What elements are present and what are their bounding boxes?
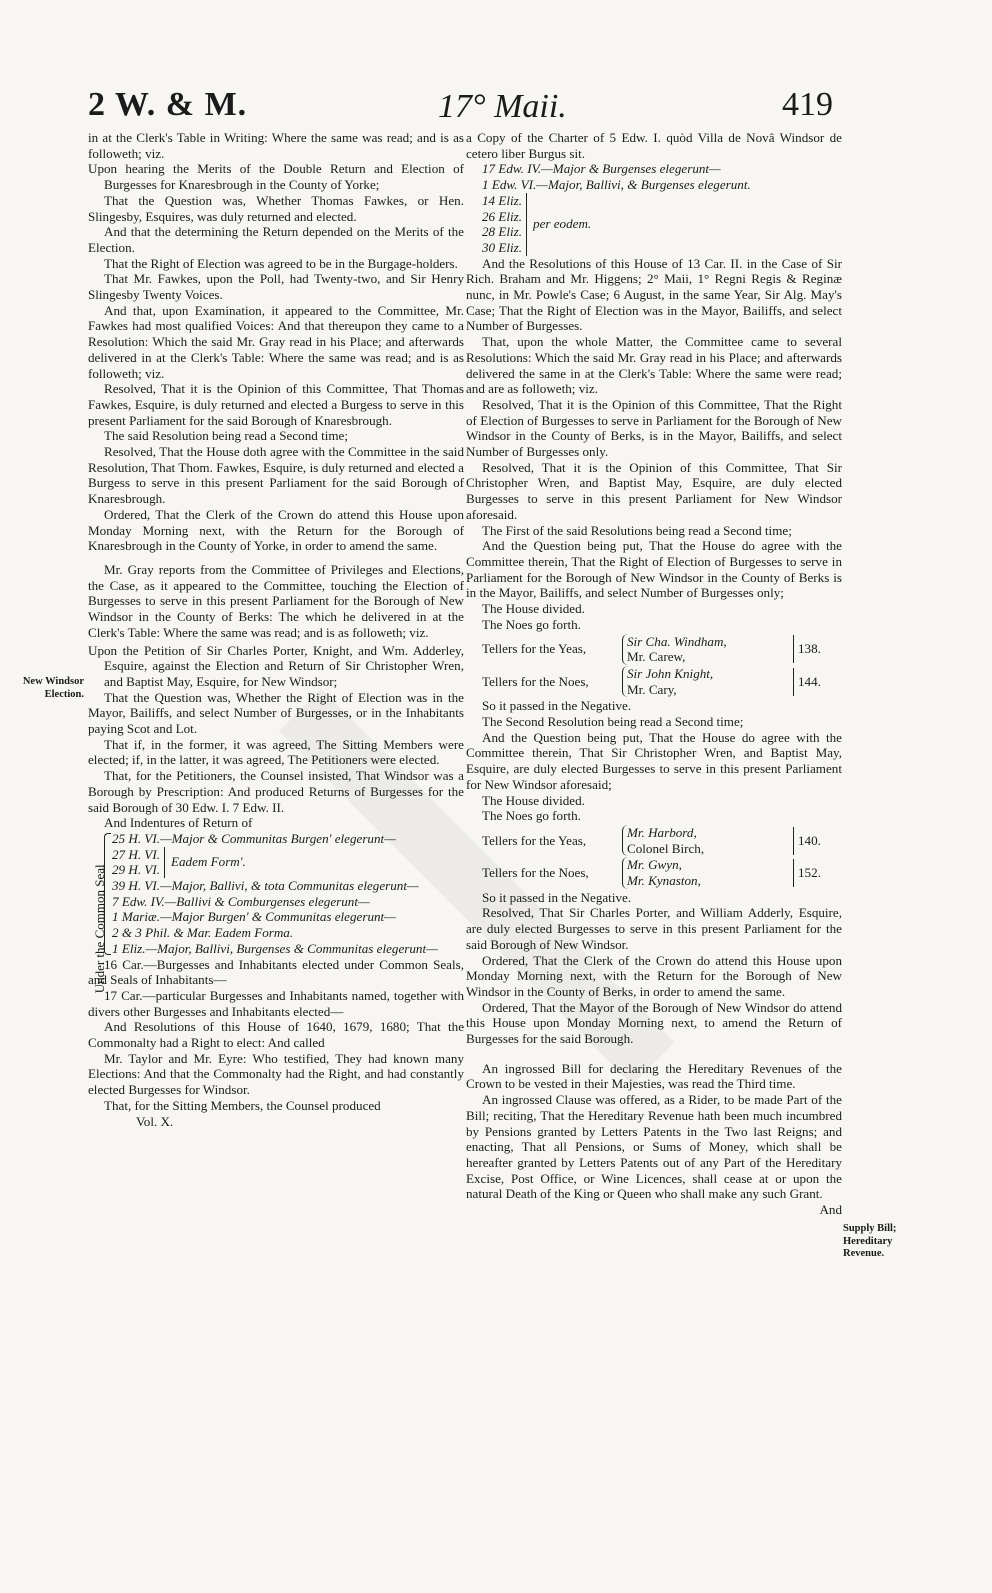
paragraph: in at the Clerk's Table in Writing: Where the same was read; and is as followeth; viz. bbox=[88, 130, 464, 161]
paragraph: Resolved, That it is the Opinion of this Committee, That Sir Christopher Wren, and Baptist May, Esquire, are duly elected Burgesses to serve in this present Parliament for New Windsor aforesaid. bbox=[466, 459, 842, 522]
paragraph: That the Question was, Whether Thomas Fawkes, or Hen. Slingesby, Esquires, was duly returned and elected. bbox=[88, 192, 464, 224]
tellers-yeas bbox=[466, 634, 842, 665]
paragraph: That the Question was, Whether the Right of Election was in the Mayor, Bailiffs, and select Number of Burgesses, or in the Inhabitants paying Scot and Lot. bbox=[88, 689, 464, 737]
teller-name: Mr. Cary, bbox=[627, 681, 677, 697]
teller-name: Mr. Gwyn, bbox=[627, 857, 682, 873]
paragraph: That the Right of Election was agreed to be in the Burgage-holders. bbox=[104, 255, 458, 271]
eliz-year: 28 Eliz. bbox=[482, 224, 523, 240]
teller-name: Mr. Carew, bbox=[627, 649, 686, 665]
vote-count: 140. bbox=[793, 827, 821, 855]
tellers-noes bbox=[466, 666, 842, 697]
margin-note-supply: Supply Bill; Hereditary Revenue. bbox=[843, 1223, 897, 1259]
paragraph: Mr. Taylor and Mr. Eyre: Who testified, They had known many Elections: And that the Commonalty had the Right, and had constantly elected Burgesses for Windsor. bbox=[88, 1050, 464, 1098]
paragraph: And Resolutions of this House of 1640, 1679, 1680; That the Commonalty had a Right to elect: And called bbox=[88, 1019, 464, 1051]
paragraph: So it passed in the Negative. bbox=[482, 698, 632, 714]
margin-note-windsor: New Windsor Election. bbox=[22, 676, 84, 700]
vote-count: 144. bbox=[793, 668, 821, 696]
catchword: And bbox=[819, 1202, 842, 1218]
seal-line: 29 H. VI. bbox=[112, 862, 161, 878]
paragraph: An ingrossed Bill for declaring the Hereditary Revenues of the Crown to be vested in their Majesties, was read the Third time. bbox=[466, 1060, 842, 1092]
paragraph: The Noes go forth. bbox=[482, 808, 581, 824]
left-column bbox=[88, 130, 464, 1129]
paragraph: Resolved, That it is the Opinion of this Committee, That the Right of Election of Burgesses to serve in Parliament for the Borough of New Windsor in the County of Berks, is in the Mayor, Bailiffs, and select Number of Burgesses only. bbox=[466, 396, 842, 460]
eliz-year: 26 Eliz. bbox=[482, 208, 523, 224]
paragraph: And the Question being put, That the House do agree with the Committee therein, That Sir Christopher Wren, and Baptist May, Esquire, are duly elected Burgesses to serve in this present Parliament for New Windsor aforesaid; bbox=[466, 729, 842, 792]
paragraph: That, for the Sitting Members, the Counsel produced bbox=[104, 1097, 381, 1113]
brace bbox=[104, 833, 111, 955]
seal-line: 7 Edw. IV.—Ballivi & Comburgenses elegerunt— bbox=[112, 893, 370, 909]
right-column bbox=[466, 130, 842, 1218]
paragraph: 17 Car.—particular Burgesses and Inhabitants named, together with divers other Burgesses and Inhabitants elected— bbox=[88, 987, 464, 1019]
paragraph: And Indentures of Return of bbox=[104, 815, 253, 831]
paragraph: 1 Edw. VI.—Major, Ballivi, & Burgenses elegerunt. bbox=[482, 177, 751, 193]
paragraph: Resolved, That the House doth agree with the Committee in the said Resolution, That Thom. Fawkes, Esquire, is duly returned and elected a Burgess to serve in this present Parliament for the said Borough of Knaresbrough. bbox=[88, 444, 464, 507]
volume-footer: Vol. X. bbox=[136, 1113, 174, 1129]
teller-name: Sir Cha. Windham, bbox=[627, 633, 727, 649]
paragraph: Upon hearing the Merits of the Double Return and Election of Burgesses for Knaresbrough in the County of Yorke; bbox=[88, 161, 464, 193]
header-regnal-year: 2 W. & M. bbox=[88, 86, 248, 123]
vote-count: 152. bbox=[793, 859, 821, 887]
paragraph: And the Question being put, That the House do agree with the Committee therein, That the Right of Election of Burgesses to serve in Parliament for the Borough of New Windsor in the County of Berks is in the Mayor, Bailiffs, and select Number of Burgesses only; bbox=[466, 538, 842, 601]
seal-line: 1 Mariæ.—Major Burgen' & Communitas elegerunt— bbox=[112, 909, 396, 925]
seal-group bbox=[112, 847, 464, 878]
page-header bbox=[88, 86, 858, 126]
paragraph: a Copy of the Charter of 5 Edw. I. quòd Villa de Novâ Windsor de cetero liber Burgus sit. bbox=[466, 130, 842, 161]
tellers-label: Tellers for the Yeas, bbox=[482, 641, 587, 657]
tellers-label: Tellers for the Noes, bbox=[482, 673, 589, 689]
eliz-side-note: per eodem. bbox=[533, 216, 592, 232]
paragraph: Ordered, That the Clerk of the Crown do attend this House upon Monday Morning next, with the Return for the Borough of New Windsor in the County of Berks, in order to amend the same. bbox=[466, 952, 842, 999]
seal-label: Under the Common Seal bbox=[92, 864, 108, 994]
vote-count: 138. bbox=[793, 635, 821, 663]
paragraph: Mr. Gray reports from the Committee of Privileges and Elections, the Case, as it appeared to the Committee, touching the Election of Burgesses to serve in this present Parliament for the Borough of New Windsor in the County of Berks: The which he delivered in at the Clerk's Table: Where the same was read; and is as followeth; viz. bbox=[88, 561, 464, 640]
seal-line: 25 H. VI.—Major & Communitas Burgen' elegerunt— bbox=[112, 830, 396, 846]
paragraph: Upon the Petition of Sir Charles Porter, Knight, and Wm. Adderley, Esquire, against the Election and Return of Sir Christopher Wren, and Baptist May, Esquire, for New Windsor; bbox=[88, 642, 464, 689]
teller-name: Colonel Birch, bbox=[627, 840, 705, 856]
paragraph: And the Resolutions of this House of 13 Car. II. in the Case of Sir Rich. Braham and Mr. Higgens; 2° Maii, 1° Regni Regis & Reginæ nunc, in Mr. Powle's Case; 6 August, in the same Year, Sir Alg. May's Case; That the Right of Election was in the Mayor, Bailiffs, and select Number of Burgesses. bbox=[466, 255, 842, 334]
seal-line: 1 Eliz.—Major, Ballivi, Burgenses & Communitas elegerunt— bbox=[112, 940, 438, 956]
paragraph: The Noes go forth. bbox=[482, 616, 581, 632]
tellers-noes bbox=[466, 857, 842, 888]
eliz-list bbox=[466, 193, 842, 256]
tellers-yeas bbox=[466, 825, 842, 856]
paragraph: 17 Edw. IV.—Major & Burgenses elegerunt— bbox=[482, 161, 721, 177]
paragraph: An ingrossed Clause was offered, as a Rider, to be made Part of the Bill; reciting, That the Hereditary Revenue hath been much incumbred by Pensions granted by Letters Patents in the Two last Reigns; and enacting, That all Pensions, or Sums of Money, which shall be hereafter granted by Letters Patents out of any Part of the Hereditary Excise, Post Office, or Wine Licences, shall cease at or upon the natural Death of the King or Queen who shall make any such Grant. bbox=[466, 1092, 842, 1202]
seal-side-note: Eadem Form'. bbox=[171, 854, 246, 870]
paragraph: And that, upon Examination, it appeared to the Committee, Mr. Fawkes had most qualified Voices: And that thereupon they came to a Resolution: Which the said Mr. Gray read in his Place; and afterwards delivered in at the Clerk's Table: Where the same was read; and is as followeth; viz. bbox=[88, 302, 464, 381]
paragraph: The said Resolution being read a Second time; bbox=[104, 428, 348, 444]
seal-line: 2 & 3 Phil. & Mar. Eadem Forma. bbox=[112, 925, 294, 941]
paragraph: Ordered, That the Mayor of the Borough of New Windsor do attend this House upon Monday Morning next, to amend the Return of Burgesses for the said Borough. bbox=[466, 999, 842, 1047]
header-date: 17° Maii. bbox=[438, 88, 567, 125]
paragraph: Resolved, That it is the Opinion of this Committee, That Thomas Fawkes, Esquire, is duly returned and elected a Burgess to serve in this present Parliament for the said Borough of Knaresbrough. bbox=[88, 381, 464, 428]
paragraph: And that the determining the Return depended on the Merits of the Election. bbox=[88, 224, 464, 255]
tellers-label: Tellers for the Yeas, bbox=[482, 832, 587, 848]
paragraph: 16 Car.—Burgesses and Inhabitants elected under Common Seals, and Seals of Inhabitants— bbox=[88, 956, 464, 988]
teller-name: Mr. Kynaston, bbox=[627, 873, 701, 889]
page-number: 419 bbox=[782, 86, 833, 123]
seal-line: 27 H. VI. bbox=[112, 846, 161, 862]
teller-name: Mr. Harbord, bbox=[627, 824, 697, 840]
paragraph: The Second Resolution being read a Second time; bbox=[482, 714, 744, 730]
paragraph: That Mr. Fawkes, upon the Poll, had Twenty-two, and Sir Henry Slingesby Twenty Voices. bbox=[88, 271, 464, 303]
teller-name: Sir John Knight, bbox=[627, 665, 714, 681]
paragraph: Resolved, That Sir Charles Porter, and William Adderly, Esquire, are duly elected Burgesses to serve in this present Parliament for the said Borough of New Windsor. bbox=[466, 905, 842, 952]
paragraph: That if, in the former, it was agreed, The Sitting Members were elected; if, in the latter, it was agreed, The Petitioners were elected. bbox=[88, 736, 464, 768]
seal-line: 39 H. VI.—Major, Ballivi, & tota Communitas elegerunt— bbox=[112, 878, 419, 894]
eliz-year: 14 Eliz. bbox=[482, 192, 523, 208]
paragraph: That, for the Petitioners, the Counsel insisted, That Windsor was a Borough by Prescription: And produced Returns of Burgesses for the said Borough of 30 Edw. I. 7 Edw. II. bbox=[88, 768, 464, 815]
paragraph: So it passed in the Negative. bbox=[482, 889, 632, 905]
paragraph: The House divided. bbox=[482, 601, 585, 617]
paragraph: That, upon the whole Matter, the Committee came to several Resolutions: Which the said Mr. Gray read in his Place; and afterwards delivered the same in at the Clerk's Table: Where the same were read; and are as followeth; viz. bbox=[466, 334, 842, 397]
eliz-year: 30 Eliz. bbox=[482, 239, 523, 255]
paragraph: The First of the said Resolutions being read a Second time; bbox=[482, 522, 792, 538]
paragraph: The House divided. bbox=[482, 792, 585, 808]
paragraph: Ordered, That the Clerk of the Crown do attend this House upon Monday Morning next, with the Return for the Borough of Knaresbrough in the County of Yorke, in order to amend the same. bbox=[88, 506, 464, 554]
tellers-label: Tellers for the Noes, bbox=[482, 865, 589, 881]
